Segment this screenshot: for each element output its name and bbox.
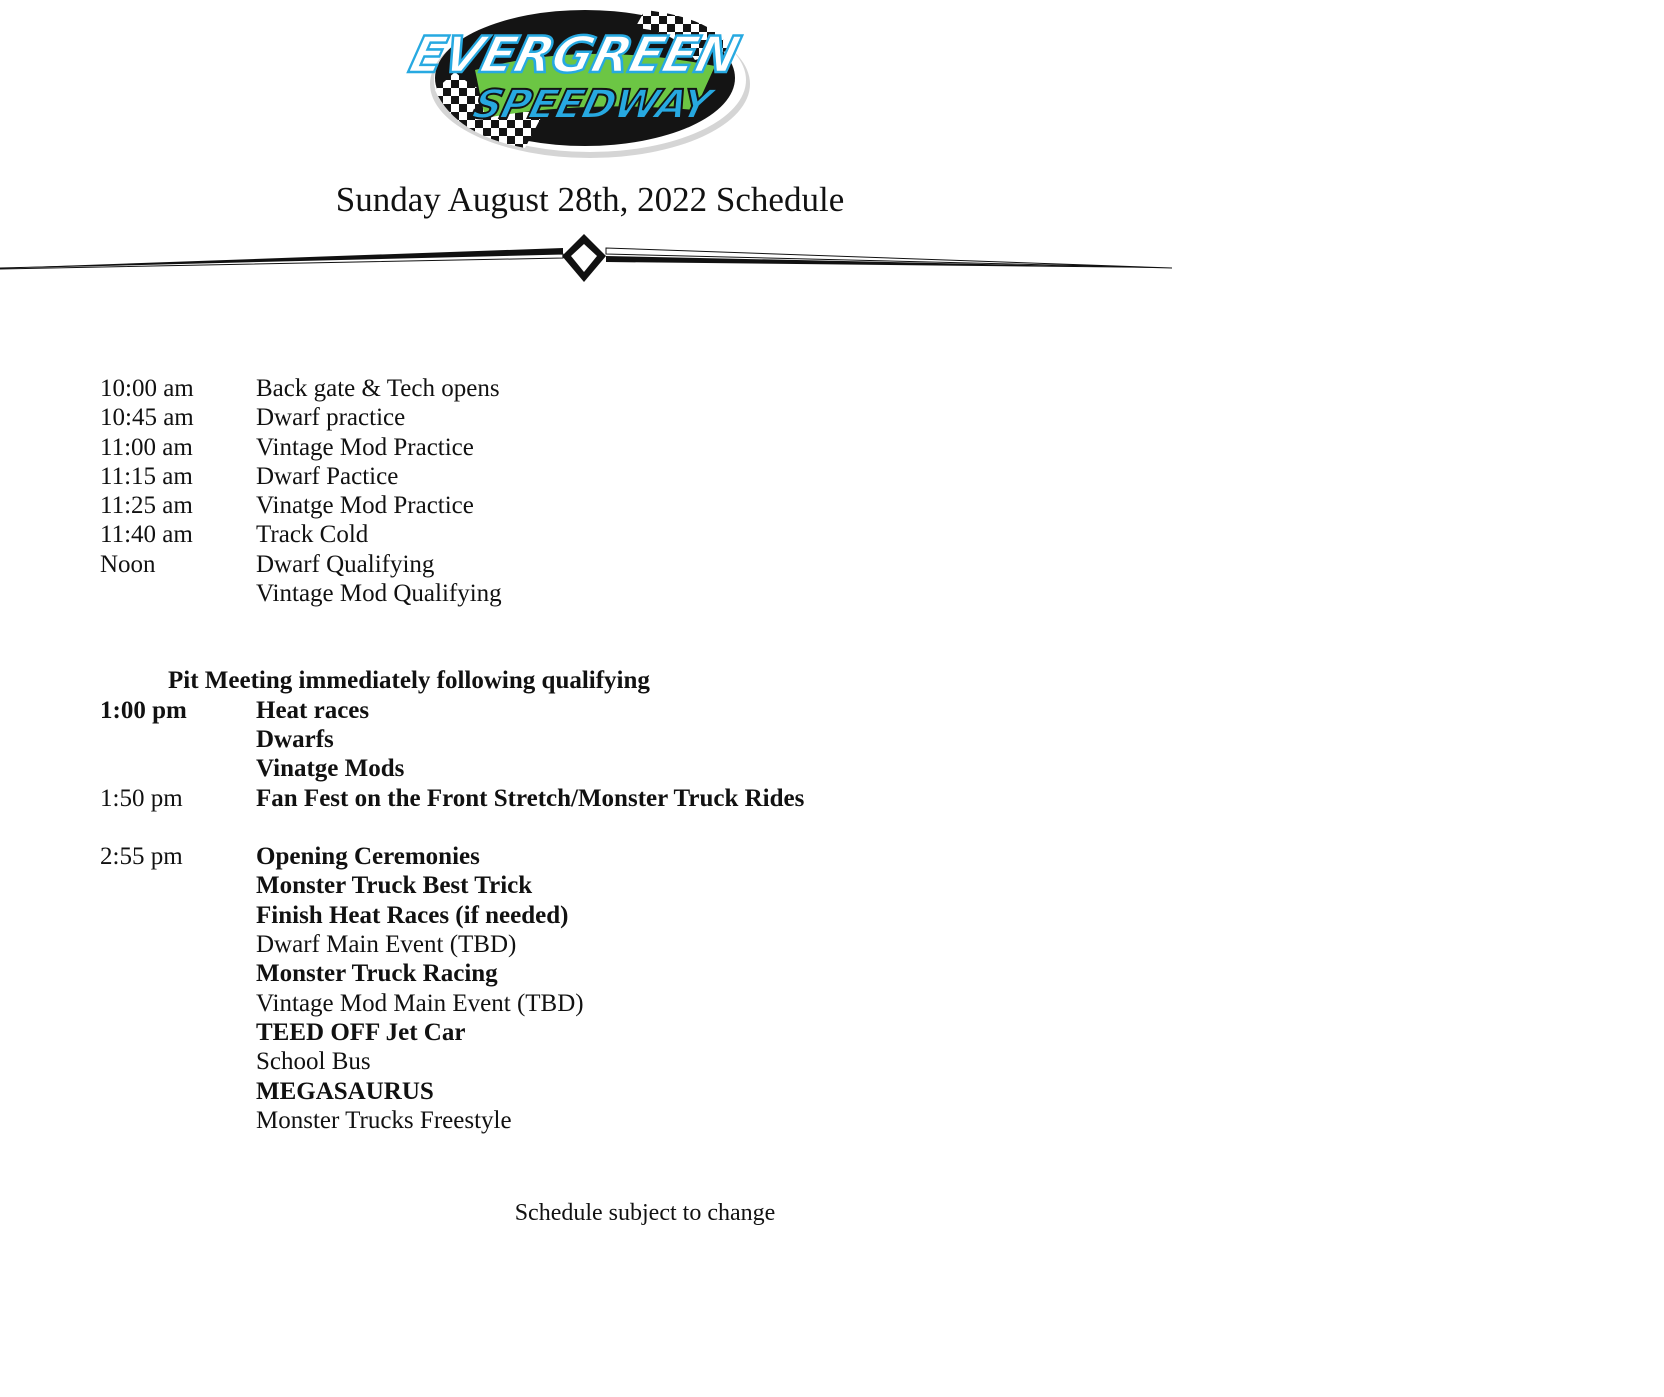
schedule-row [100, 959, 1000, 988]
schedule-event: Monster Truck Racing [256, 960, 498, 988]
schedule-time: 2:55 pm [100, 843, 183, 871]
schedule-event: Vintage Mod Main Event (TBD) [256, 989, 584, 1017]
schedule-time: Noon [100, 550, 156, 578]
schedule-disclaimer: Schedule subject to change [514, 1200, 776, 1226]
schedule-event: Vintage Mod Practice [256, 433, 474, 461]
schedule-row [100, 784, 1000, 813]
schedule-time: 10:00 am [100, 375, 194, 402]
schedule-event: Finish Heat Races (if needed) [256, 901, 569, 929]
schedule-time: 11:15 am [100, 462, 193, 490]
schedule-row [100, 374, 1000, 403]
schedule-event: Monster Trucks Freestyle [256, 1106, 512, 1134]
schedule-event: Opening Ceremonies [256, 843, 480, 871]
schedule-time: 11:40 am [100, 521, 193, 549]
schedule-row [100, 989, 1000, 1018]
schedule-event: Vinatge Mods [256, 755, 405, 783]
schedule-row [100, 901, 1000, 930]
schedule-row [100, 842, 1000, 871]
schedule-row [100, 696, 1000, 725]
schedule-row [100, 930, 1000, 959]
ornamental-divider [0, 232, 1172, 284]
schedule-event: Dwarf Pactice [256, 462, 399, 490]
schedule-event: Monster Truck Best Trick [256, 872, 533, 900]
schedule-event: Fan Fest on the Front Stretch/Monster Truck Rides [256, 784, 805, 812]
schedule-event: Dwarfs [256, 725, 334, 753]
logo-evergreen-text: EVERGREEN [404, 25, 745, 84]
schedule-list [100, 374, 1000, 1135]
schedule-event: TEED OFF Jet Car [256, 1018, 466, 1046]
schedule-row [100, 579, 1000, 608]
schedule-row [100, 520, 1000, 549]
schedule-row [100, 1106, 1000, 1135]
schedule-row [100, 1077, 1000, 1106]
schedule-row [100, 754, 1000, 783]
schedule-event: Vinatge Mod Practice [256, 492, 474, 520]
logo-graphic [395, 0, 777, 162]
evergreen-speedway-logo [395, 0, 777, 162]
schedule-time: 1:50 pm [100, 784, 183, 812]
schedule-event: School Bus [256, 1048, 371, 1076]
schedule-event: MEGASAURUS [256, 1077, 434, 1105]
schedule-row [100, 725, 1000, 754]
schedule-time: 11:25 am [100, 492, 193, 520]
schedule-time: 10:45 am [100, 404, 194, 432]
logo-speedway-text: SPEEDWAY [468, 80, 716, 128]
schedule-event: Dwarf practice [256, 404, 406, 432]
pit-meeting-note: Pit Meeting immediately following qualifying [168, 667, 650, 695]
schedule-row [100, 1018, 1000, 1047]
spacer [100, 608, 1000, 666]
schedule-event: Back gate & Tech opens [256, 375, 500, 402]
schedule-event: Vintage Mod Qualifying [256, 580, 502, 608]
schedule-time: 1:00 pm [100, 696, 187, 724]
schedule-row [100, 491, 1000, 520]
schedule-row [100, 871, 1000, 900]
schedule-time: 11:00 am [100, 433, 193, 461]
schedule-row [100, 1047, 1000, 1076]
schedule-row [100, 433, 1000, 462]
schedule-event: Heat races [256, 696, 370, 724]
schedule-event: Track Cold [256, 521, 369, 549]
schedule-event: Dwarf Qualifying [256, 550, 435, 578]
schedule-row [100, 403, 1000, 432]
spacer [100, 813, 1000, 842]
schedule-row [100, 550, 1000, 579]
schedule-event: Dwarf Main Event (TBD) [256, 931, 517, 959]
page-title: Sunday August 28th, 2022 Schedule [335, 180, 845, 219]
schedule-row [100, 462, 1000, 491]
